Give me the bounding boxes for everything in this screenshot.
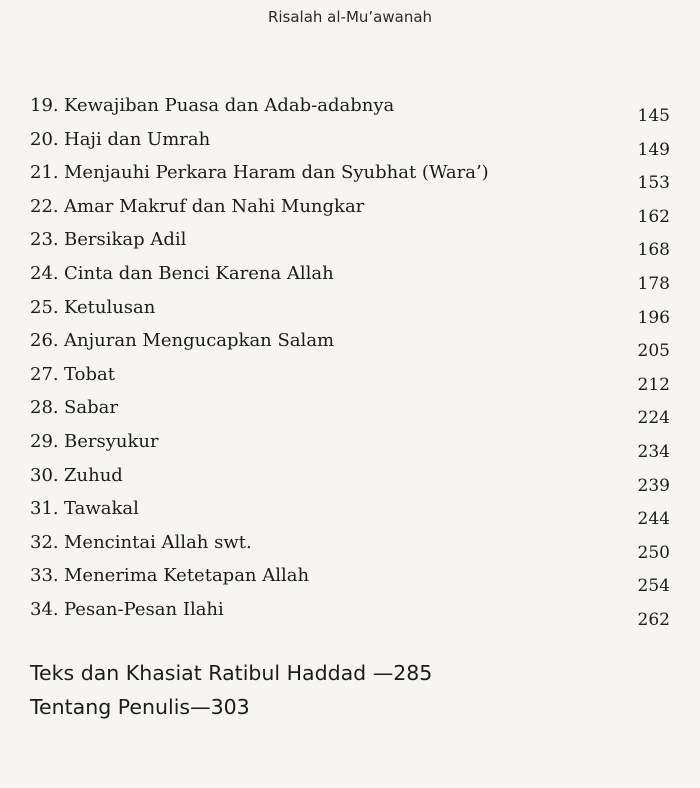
toc-entry-page: 212 xyxy=(637,374,670,395)
toc-entry xyxy=(30,258,670,292)
toc-entry-page: 244 xyxy=(637,509,670,530)
toc-entry xyxy=(30,426,670,460)
toc-entry-page: 250 xyxy=(637,542,670,563)
toc-entry-page: 162 xyxy=(637,206,670,227)
toc-entry-page: 205 xyxy=(637,341,670,362)
toc-entry-title: Anjuran Mengucapkan Salam xyxy=(64,330,335,352)
toc-entry-number: 30. xyxy=(30,464,59,486)
toc-entry-page: 178 xyxy=(637,273,670,294)
toc-entry-page: 149 xyxy=(637,139,670,160)
toc-entry xyxy=(30,460,670,494)
toc-entry-page: 145 xyxy=(637,106,670,126)
toc-entry xyxy=(30,527,670,561)
toc-entry-page: 239 xyxy=(637,475,670,496)
toc-entry-page: 168 xyxy=(637,240,670,261)
toc-entry xyxy=(30,325,670,362)
toc-entry-title: Menjauhi Perkara Haram dan Syubhat (Wara’) xyxy=(64,162,489,184)
toc-entry xyxy=(30,560,670,597)
toc-entry-number: 21. xyxy=(30,162,59,184)
toc-entry xyxy=(30,594,670,628)
toc-entry-page: 196 xyxy=(637,307,670,328)
toc-entry-title: Mencintai Allah swt. xyxy=(64,531,252,553)
toc-entry-page: 153 xyxy=(637,173,670,194)
toc-entry-number: 29. xyxy=(30,430,59,452)
table-of-contents xyxy=(30,90,670,628)
toc-entry xyxy=(30,292,670,326)
toc-entry-title: Ketulusan xyxy=(64,296,156,318)
toc-entry-title: Bersikap Adil xyxy=(64,229,187,251)
toc-entry-number: 26. xyxy=(30,330,59,352)
toc-entry-title: Amar Makruf dan Nahi Mungkar xyxy=(64,195,365,217)
toc-entry-title: Menerima Ketetapan Allah xyxy=(64,565,310,587)
appendix-section xyxy=(30,656,670,724)
toc-entry xyxy=(30,493,670,530)
toc-entry-number: 28. xyxy=(30,397,59,419)
toc-entry-page: 234 xyxy=(637,441,670,462)
toc-entry-title: Kewajiban Puasa dan Adab-adabnya xyxy=(64,95,395,116)
toc-entry-number: 19. xyxy=(30,95,59,116)
toc-entry xyxy=(30,157,670,194)
toc-entry xyxy=(30,359,670,393)
toc-entry-number: 25. xyxy=(30,296,59,318)
toc-entry-title: Tobat xyxy=(64,363,115,385)
toc-entry xyxy=(30,224,670,261)
toc-entry-number: 34. xyxy=(30,598,59,620)
toc-entry-number: 24. xyxy=(30,262,59,284)
toc-entry-title: Tawakal xyxy=(64,498,139,520)
toc-entry-number: 32. xyxy=(30,531,59,553)
toc-entry-number: 33. xyxy=(30,565,59,587)
toc-entry-title: Zuhud xyxy=(64,464,123,486)
toc-entry-number: 31. xyxy=(30,498,59,520)
toc-entry xyxy=(30,90,670,124)
toc-entry-page: 254 xyxy=(637,576,670,597)
toc-entry xyxy=(30,392,670,429)
toc-entry xyxy=(30,124,670,158)
toc-entry-page: 262 xyxy=(637,609,670,630)
toc-entry-number: 22. xyxy=(30,195,59,217)
appendix-ratibul-haddad: Teks dan Khasiat Ratibul Haddad —285 xyxy=(30,661,433,685)
appendix-tentang-penulis: Tentang Penulis—303 xyxy=(30,695,250,719)
toc-entry-number: 23. xyxy=(30,229,59,251)
toc-entry-title: Sabar xyxy=(64,397,118,419)
toc-entry-number: 20. xyxy=(30,128,59,150)
toc-entry-title: Cinta dan Benci Karena Allah xyxy=(64,262,334,284)
toc-entry-title: Haji dan Umrah xyxy=(64,128,211,150)
running-header: Risalah al-Mu’awanah xyxy=(267,8,433,26)
toc-entry-page: 224 xyxy=(637,408,670,429)
toc-entry xyxy=(30,191,670,225)
toc-entry-title: Pesan-Pesan Ilahi xyxy=(64,598,224,620)
toc-entry-title: Bersyukur xyxy=(64,430,159,452)
toc-entry-number: 27. xyxy=(30,363,59,385)
